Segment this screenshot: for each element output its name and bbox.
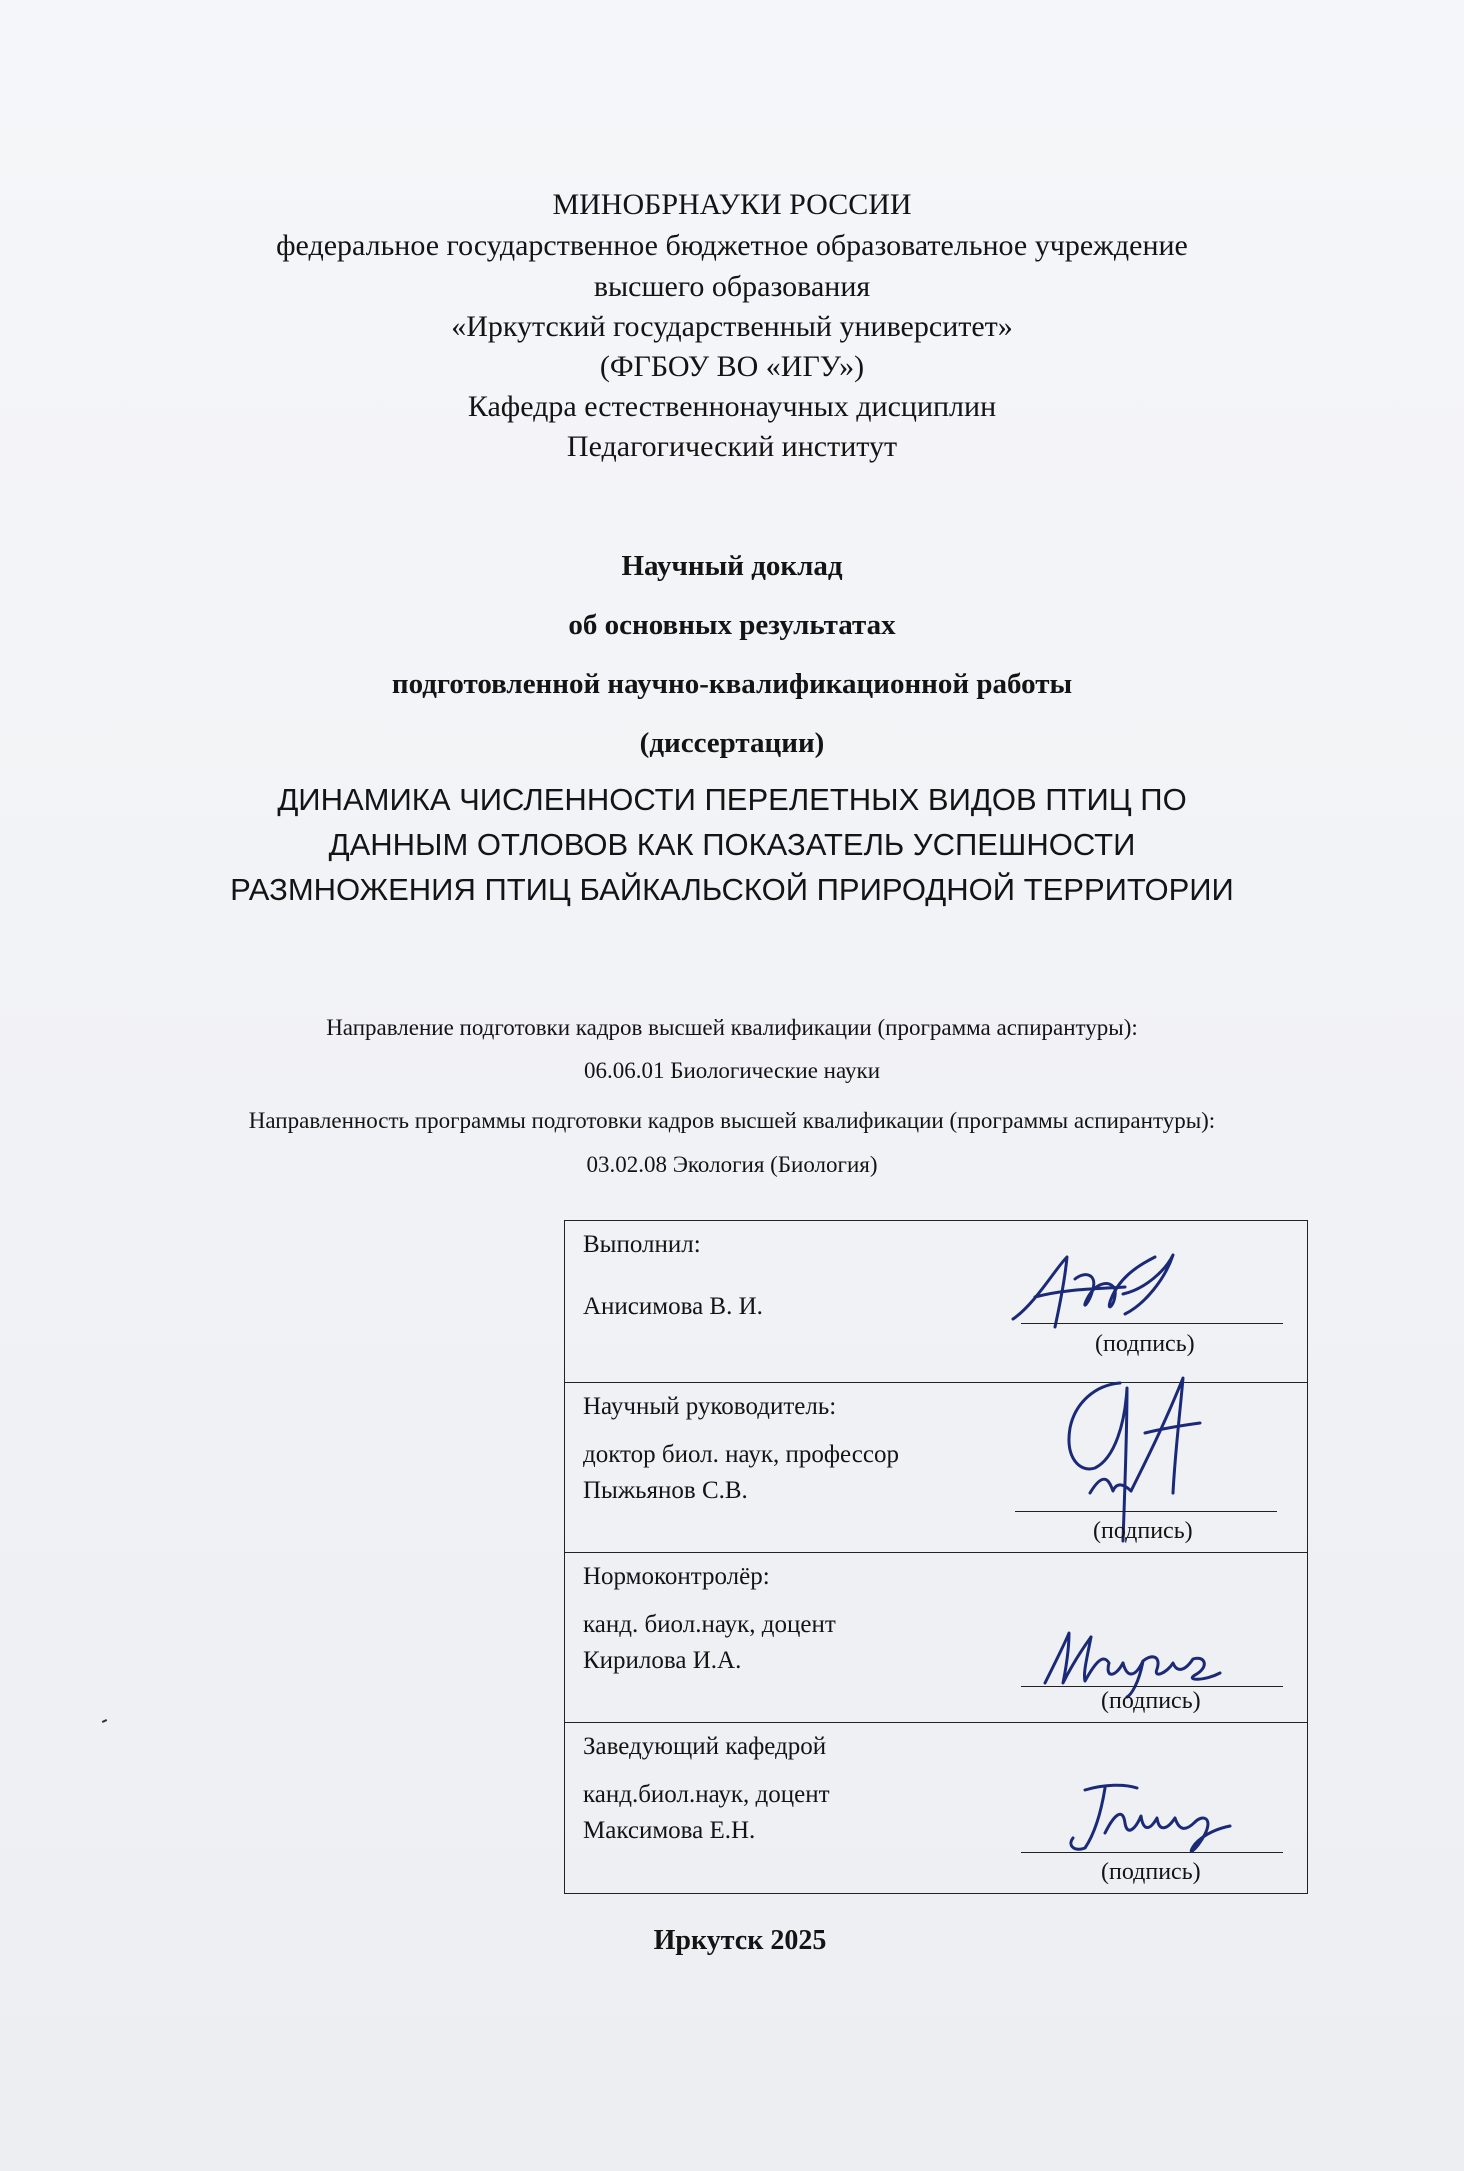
city-year: Иркутск 2025 xyxy=(653,1925,827,1956)
topic-line-1: ДИНАМИКА ЧИСЛЕННОСТИ ПЕРЕЛЕТНЫХ ВИДОВ ПТИЦ ПО xyxy=(277,782,1187,817)
signature-role: Заведующий кафедрой xyxy=(583,1733,827,1760)
signature-line xyxy=(1015,1511,1277,1512)
signature-degree: доктор биол. наук, профессор xyxy=(583,1441,899,1468)
direction-value: 06.06.01 Биологические науки xyxy=(583,1058,880,1083)
institution-line-2: высшего образования xyxy=(593,270,871,303)
signature-name: Анисимова В. И. xyxy=(583,1293,763,1320)
report-title-line-3: подготовленной научно-квалификационной работы xyxy=(391,668,1073,700)
report-title-line-4: (диссертации) xyxy=(639,727,825,759)
report-title-line-2: об основных результатах xyxy=(568,609,896,641)
signature-row-head-of-department xyxy=(565,1723,1307,1893)
institution-line-1: федеральное государственное бюджетное образовательное учреждение xyxy=(276,229,1188,262)
signature-caption: (подпись) xyxy=(1101,1859,1201,1885)
signature-role: Нормоконтролёр: xyxy=(583,1563,770,1590)
signature-row-norm-control xyxy=(565,1553,1307,1723)
focus-value: 03.02.08 Экология (Биология) xyxy=(586,1152,878,1177)
signature-line xyxy=(1021,1852,1283,1853)
university-name: «Иркутский государственный университет» xyxy=(451,310,1013,343)
signature-role: Научный руководитель: xyxy=(583,1393,837,1420)
signature-table xyxy=(564,1220,1308,1894)
handwritten-signature-icon xyxy=(1045,1778,1235,1863)
stray-mark xyxy=(102,1719,107,1723)
signature-line xyxy=(1021,1323,1283,1324)
ministry-title: МИНОБРНАУКИ РОССИИ xyxy=(552,188,912,221)
signature-degree: канд. биол.наук, доцент xyxy=(583,1611,836,1638)
handwritten-signature-icon xyxy=(1005,1249,1205,1334)
topic-line-3: РАЗМНОЖЕНИЯ ПТИЦ БАЙКАЛЬСКОЙ ПРИРОДНОЙ ТЕРРИТОРИИ xyxy=(230,872,1234,907)
focus-label: Направленность программы подготовки кадров высшей квалификации (программы аспирантуры): xyxy=(248,1108,1216,1133)
report-title-line-1: Научный доклад xyxy=(621,550,843,582)
signature-degree: канд.биол.наук, доцент xyxy=(583,1781,830,1808)
institute-name: Педагогический институт xyxy=(566,430,898,463)
signature-caption: (подпись) xyxy=(1101,1688,1201,1714)
signature-row-author xyxy=(565,1221,1307,1383)
signature-name: Максимова Е.Н. xyxy=(583,1817,756,1844)
university-abbreviation: (ФГБОУ ВО «ИГУ») xyxy=(599,350,865,383)
signature-line xyxy=(1021,1686,1283,1687)
signature-name: Кирилова И.А. xyxy=(583,1647,742,1674)
topic-line-2: ДАННЫМ ОТЛОВОВ КАК ПОКАЗАТЕЛЬ УСПЕШНОСТИ xyxy=(328,827,1136,862)
direction-label: Направление подготовки кадров высшей квалификации (программа аспирантуры): xyxy=(326,1015,1138,1040)
signature-name: Пыжьянов С.В. xyxy=(583,1477,748,1504)
signature-role: Выполнил: xyxy=(583,1231,701,1258)
signature-caption: (подпись) xyxy=(1093,1518,1193,1544)
department-name: Кафедра естественнонаучных дисциплин xyxy=(467,390,997,423)
signature-row-supervisor xyxy=(565,1383,1307,1553)
signature-caption: (подпись) xyxy=(1095,1331,1195,1357)
